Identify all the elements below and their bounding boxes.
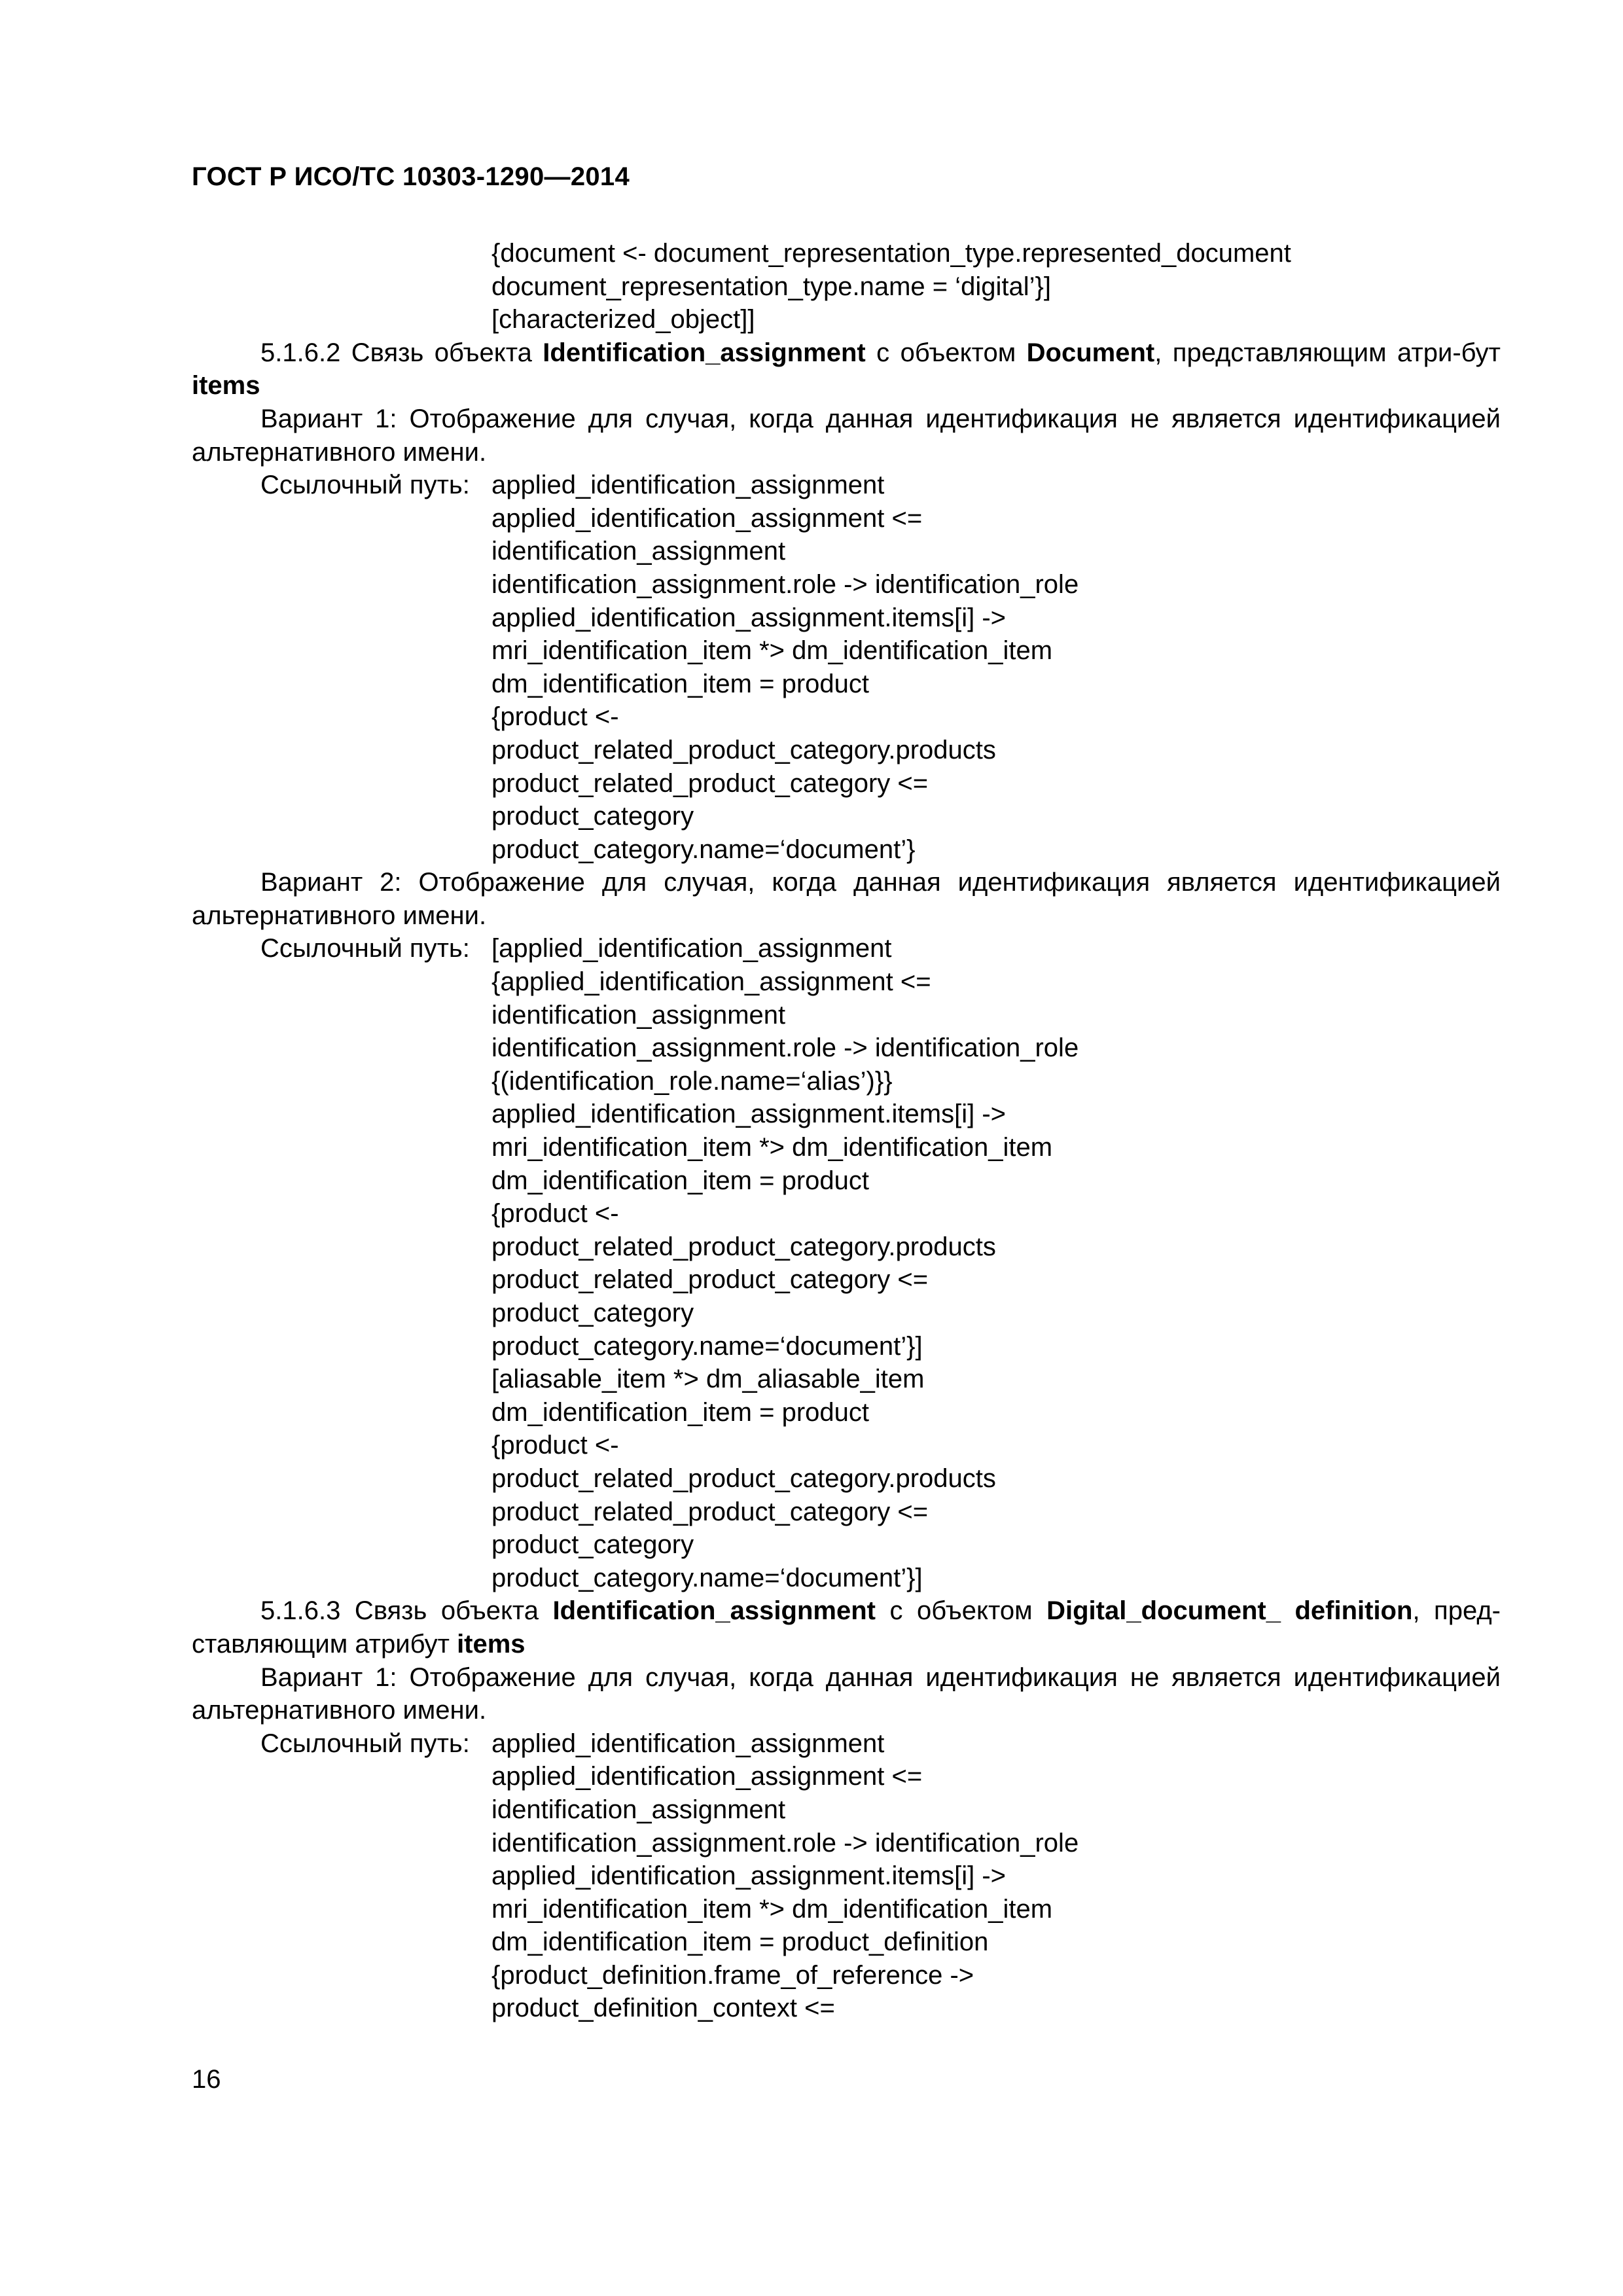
code-line: mri_identification_item *> dm_identification_item <box>491 1133 1053 1162</box>
code-line: identification_assignment.role -> identification_role <box>491 1033 1079 1063</box>
reference-path-label: Ссылочный путь: <box>260 471 470 500</box>
code-line: product_related_product_category <= <box>491 768 929 798</box>
code-line: dm_identification_item = product_definition <box>491 1928 989 1957</box>
code-line: applied_identification_assignment.items[i] -> <box>491 1861 1006 1891</box>
section-heading-5-1-6-2: 5.1.6.2 Связь объекта Identification_assignment с объектом Document, представляющим атри-бут items <box>192 338 1501 401</box>
code-line: product_related_product_category.products <box>491 735 996 764</box>
code-line: applied_identification_assignment <box>491 471 885 500</box>
code-line: document_representation_type.name = ‘digital’}] <box>491 272 1051 301</box>
code-block-top <box>192 237 1501 336</box>
code-line: dm_identification_item = product <box>491 669 869 698</box>
code-line: product_related_product_category <= <box>491 1497 929 1526</box>
reference-path-block <box>192 932 1501 1594</box>
code-line: product_category.name=‘document’}] <box>491 1563 923 1592</box>
code-line: product_related_product_category.products <box>491 1232 996 1261</box>
code-line: product_category.name=‘document’}] <box>491 1331 923 1361</box>
variant-2-text: Вариант 2: Отображение для случая, когда данная идентификация является идентификацией альтернативного имени. <box>192 868 1501 930</box>
reference-path-block <box>192 1727 1501 2025</box>
code-line: {product <- <box>491 1431 619 1460</box>
reference-path-lines <box>491 932 1501 1594</box>
reference-path-lines <box>491 469 1501 866</box>
code-line: {applied_identification_assignment <= <box>491 967 931 997</box>
code-line: product_category <box>491 1299 694 1327</box>
page-number: 16 <box>192 2065 221 2094</box>
code-line: applied_identification_assignment <box>491 1729 885 1758</box>
code-line: identification_assignment <box>491 1000 786 1030</box>
code-line: {product <- <box>491 702 619 732</box>
code-line: product_related_product_category <= <box>491 1265 929 1295</box>
variant-1-text: Вариант 1: Отображение для случая, когда данная идентификация не является идентификацией альтернативного имени. <box>192 1662 1501 1725</box>
code-line: applied_identification_assignment.items[i] -> <box>491 603 1006 632</box>
reference-path-label: Ссылочный путь: <box>260 1729 470 1758</box>
code-line: product_category.name=‘document’} <box>491 834 916 864</box>
code-line: [aliasable_item *> dm_aliasable_item <box>491 1365 925 1394</box>
code-line: {product_definition.frame_of_reference -> <box>491 1960 974 1990</box>
code-line: identification_assignment.role -> identification_role <box>491 1828 1079 1857</box>
code-line: {document <- document_representation_type.represented_document <box>491 239 1291 268</box>
code-line: [characterized_object]] <box>491 305 755 334</box>
code-line: product_related_product_category.products <box>491 1463 996 1493</box>
reference-path-label: Ссылочный путь: <box>260 934 470 963</box>
code-line: identification_assignment <box>491 537 786 566</box>
document-body <box>192 237 1501 2025</box>
reference-path-block <box>192 469 1501 866</box>
variant-1-text: Вариант 1: Отображение для случая, когда данная идентификация не является идентификацией альтернативного имени. <box>192 404 1501 467</box>
code-line: {(identification_role.name=‘alias’)}} <box>491 1066 893 1096</box>
reference-path-lines <box>491 1727 1501 2025</box>
code-line: applied_identification_assignment <= <box>491 503 923 533</box>
code-line: applied_identification_assignment.items[i] -> <box>491 1100 1006 1129</box>
section-heading-5-1-6-3: 5.1.6.3 Связь объекта Identification_assignment с объектом Digital_document_ definition, пред-ставляющим атрибут items <box>192 1596 1501 1659</box>
code-line: dm_identification_item = product <box>491 1397 869 1427</box>
code-line: [applied_identification_assignment <box>491 934 892 963</box>
code-line: product_category <box>491 1530 694 1560</box>
code-line: {product <- <box>491 1199 619 1229</box>
code-line: mri_identification_item *> dm_identification_item <box>491 1894 1053 1924</box>
document-header: ГОСТ Р ИСО/ТС 10303-1290—2014 <box>192 162 630 191</box>
code-line: identification_assignment <box>491 1795 786 1824</box>
code-line: product_definition_context <= <box>491 1994 835 2023</box>
code-line: dm_identification_item = product <box>491 1166 869 1195</box>
code-line: mri_identification_item *> dm_identification_item <box>491 636 1053 666</box>
code-line: product_category <box>491 802 694 831</box>
code-line: identification_assignment.role -> identification_role <box>491 569 1079 599</box>
code-line: applied_identification_assignment <= <box>491 1762 923 1791</box>
